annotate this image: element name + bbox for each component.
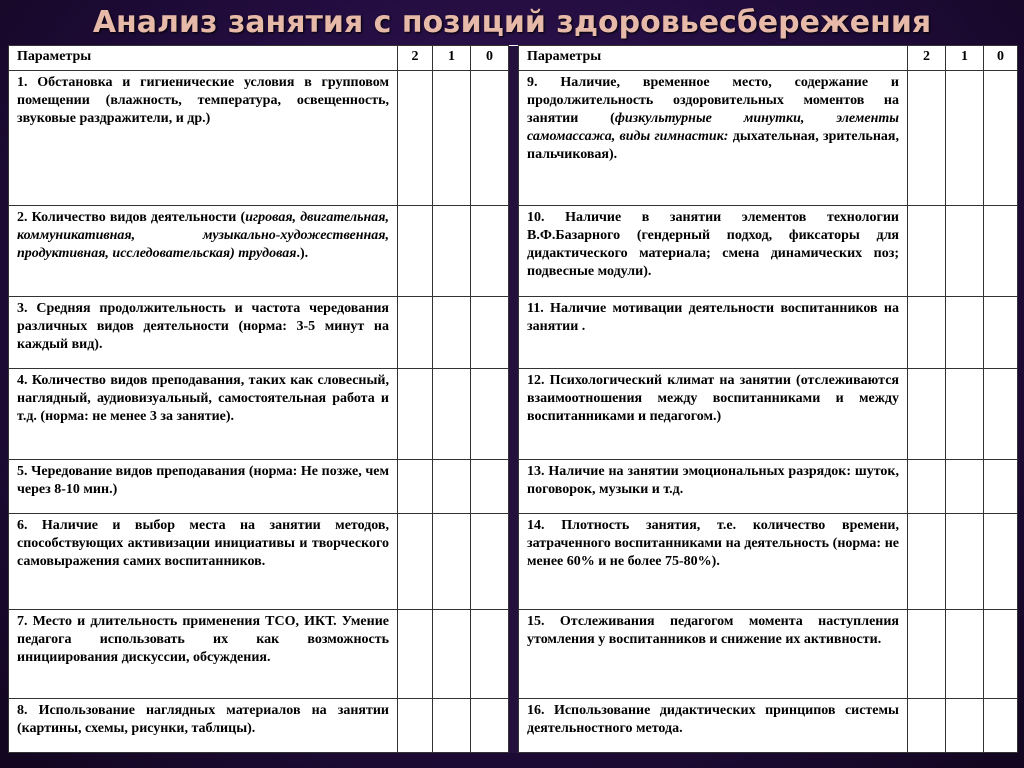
column-gap <box>509 513 519 609</box>
table-row <box>9 610 1018 698</box>
param-left <box>9 698 398 752</box>
score-cell-0-right[interactable] <box>984 698 1018 752</box>
param-text: 7. Место и длительность применения ТСО, ИКТ. Умение педагога использовать их как возможность инициирования дискуссии, обсуждения. <box>17 614 389 666</box>
score-cell-1-right[interactable] <box>946 297 984 369</box>
param-text: 13. Наличие на занятии эмоциональных разрядок: шуток, поговорок, музыки и т.д. <box>527 463 899 497</box>
score-cell-2-right[interactable] <box>908 698 946 752</box>
score-cell-1-left[interactable] <box>433 610 471 698</box>
param-text: 11. Наличие мотивации деятельности воспитанников на занятии . <box>527 301 899 335</box>
score-cell-0-left[interactable] <box>471 698 509 752</box>
page-title: Анализ занятия с позиций здоровьесбережения <box>92 5 932 40</box>
score-cell-2-right[interactable] <box>908 369 946 459</box>
param-text: физкультурные минутки, элементы самомассажа, виды гимнастик: <box>527 111 899 145</box>
param-text: .). <box>296 245 309 261</box>
table-row <box>9 698 1018 752</box>
score-cell-1-left[interactable] <box>433 71 471 206</box>
param-left <box>9 610 398 698</box>
score-cell-1-left[interactable] <box>433 297 471 369</box>
score-cell-2-left[interactable] <box>398 513 433 609</box>
table-row <box>9 71 1018 206</box>
param-text: 3. Средняя продолжительность и частота чередования различных видов деятельности (норма: 3-5 минут на каждый вид). <box>17 301 389 353</box>
param-left <box>9 513 398 609</box>
column-gap <box>509 46 519 71</box>
param-text: 2. Количество видов деятельности ( <box>17 209 246 225</box>
score-cell-2-right[interactable] <box>908 71 946 206</box>
column-gap <box>509 698 519 752</box>
param-right <box>519 71 908 206</box>
score-cell-2-right[interactable] <box>908 205 946 296</box>
param-text: 9. Наличие, временное место, содержание и продолжительность оздоровительных моментов на занятии ( <box>527 75 899 127</box>
score-cell-1-right[interactable] <box>946 369 984 459</box>
score-cell-2-left[interactable] <box>398 369 433 459</box>
param-right <box>519 698 908 752</box>
score-cell-1-right[interactable] <box>946 610 984 698</box>
score-cell-0-left[interactable] <box>471 459 509 513</box>
score-cell-1-left[interactable] <box>433 459 471 513</box>
param-left <box>9 459 398 513</box>
score-cell-0-right[interactable] <box>984 71 1018 206</box>
table-row <box>9 369 1018 459</box>
param-text: 1. Обстановка и гигиенические условия в групповом помещении (влажность, температура, освещенность, звуковые раздражители, и др.) <box>17 75 389 127</box>
score-cell-2-left[interactable] <box>398 71 433 206</box>
score-cell-0-left[interactable] <box>471 205 509 296</box>
param-text: 16. Использование дидактических принципов системы деятельностного метода. <box>527 702 899 736</box>
column-gap <box>509 610 519 698</box>
score-cell-0-left[interactable] <box>471 513 509 609</box>
score-cell-2-right[interactable] <box>908 610 946 698</box>
score-cell-0-left[interactable] <box>471 297 509 369</box>
score-cell-1-left[interactable] <box>433 369 471 459</box>
score-cell-0-left[interactable] <box>471 369 509 459</box>
param-text: 12. Психологический климат на занятии (отслеживаются взаимоотношения между воспитанниками и между воспитанниками и педагогом.) <box>527 373 899 425</box>
param-right <box>519 513 908 609</box>
table-row <box>9 513 1018 609</box>
param-text: 5. Чередование видов преподавания (норма: Не позже, чем через 8-10 мин.) <box>17 463 389 497</box>
column-gap <box>509 71 519 206</box>
param-text: 15. Отслеживания педагогом момента наступления утомления у воспитанников и снижение их активности. <box>527 614 899 648</box>
column-gap <box>509 459 519 513</box>
table-row <box>9 297 1018 369</box>
score-cell-1-right[interactable] <box>946 71 984 206</box>
column-gap <box>509 205 519 296</box>
param-left <box>9 71 398 206</box>
table-row <box>9 205 1018 296</box>
score-cell-1-right[interactable] <box>946 698 984 752</box>
score-cell-2-left[interactable] <box>398 459 433 513</box>
score-cell-2-right[interactable] <box>908 459 946 513</box>
score-cell-1-left[interactable] <box>433 205 471 296</box>
header-param-left: Параметры <box>9 46 398 71</box>
header-score-1-right: 1 <box>946 46 984 71</box>
score-cell-1-left[interactable] <box>433 513 471 609</box>
header-param-right: Параметры <box>519 46 908 71</box>
score-cell-2-right[interactable] <box>908 513 946 609</box>
param-text: 14. Плотность занятия, т.е. количество времени, затраченного воспитанниками на деятельность (норма: не менее 60% и не более 75-80%). <box>527 517 899 569</box>
param-right <box>519 205 908 296</box>
score-cell-0-right[interactable] <box>984 369 1018 459</box>
header-score-1-left: 1 <box>433 46 471 71</box>
score-cell-2-right[interactable] <box>908 297 946 369</box>
score-cell-1-right[interactable] <box>946 513 984 609</box>
param-right <box>519 459 908 513</box>
param-text: 4. Количество видов преподавания, таких как словесный, наглядный, аудиовизуальный, самостоятельная работа и т.д. (норма: не менее 3 за занятие). <box>17 373 389 425</box>
param-left <box>9 205 398 296</box>
score-cell-2-left[interactable] <box>398 297 433 369</box>
header-score-0-left: 0 <box>471 46 509 71</box>
score-cell-1-left[interactable] <box>433 698 471 752</box>
param-left <box>9 369 398 459</box>
column-gap <box>509 369 519 459</box>
header-score-2-left: 2 <box>398 46 433 71</box>
score-cell-0-left[interactable] <box>471 610 509 698</box>
score-cell-0-right[interactable] <box>984 513 1018 609</box>
table-row <box>9 459 1018 513</box>
score-cell-2-left[interactable] <box>398 698 433 752</box>
score-cell-2-left[interactable] <box>398 610 433 698</box>
score-cell-2-left[interactable] <box>398 205 433 296</box>
column-gap <box>509 297 519 369</box>
param-text: 8. Использование наглядных материалов на занятии (картины, схемы, рисунки, таблицы). <box>17 702 389 736</box>
param-text: игровая, двигательная, коммуникативная, музыкально-художественная, продуктивная, исследовательская) трудовая <box>17 209 389 261</box>
score-cell-1-right[interactable] <box>946 205 984 296</box>
param-text: 6. Наличие и выбор места на занятии методов, способствующих активизации инициативы и творческого самовыражения самих воспитанников. <box>17 517 389 569</box>
score-cell-0-right[interactable] <box>984 297 1018 369</box>
param-left <box>9 297 398 369</box>
score-cell-0-right[interactable] <box>984 205 1018 296</box>
score-cell-0-right[interactable] <box>984 459 1018 513</box>
score-cell-0-right[interactable] <box>984 610 1018 698</box>
param-right <box>519 297 908 369</box>
analysis-table <box>8 45 1018 753</box>
param-text: 10. Наличие в занятии элементов технологии В.Ф.Базарного (гендерный подход, фиксаторы для дидактического материала; смена динамических поз; подвесные модули). <box>527 209 899 279</box>
param-text: дыхательная, зрительная, пальчиковая). <box>527 129 899 163</box>
header-score-0-right: 0 <box>984 46 1018 71</box>
score-cell-0-left[interactable] <box>471 71 509 206</box>
param-right <box>519 369 908 459</box>
header-row <box>9 46 1018 71</box>
header-score-2-right: 2 <box>908 46 946 71</box>
score-cell-1-right[interactable] <box>946 459 984 513</box>
param-right <box>519 610 908 698</box>
